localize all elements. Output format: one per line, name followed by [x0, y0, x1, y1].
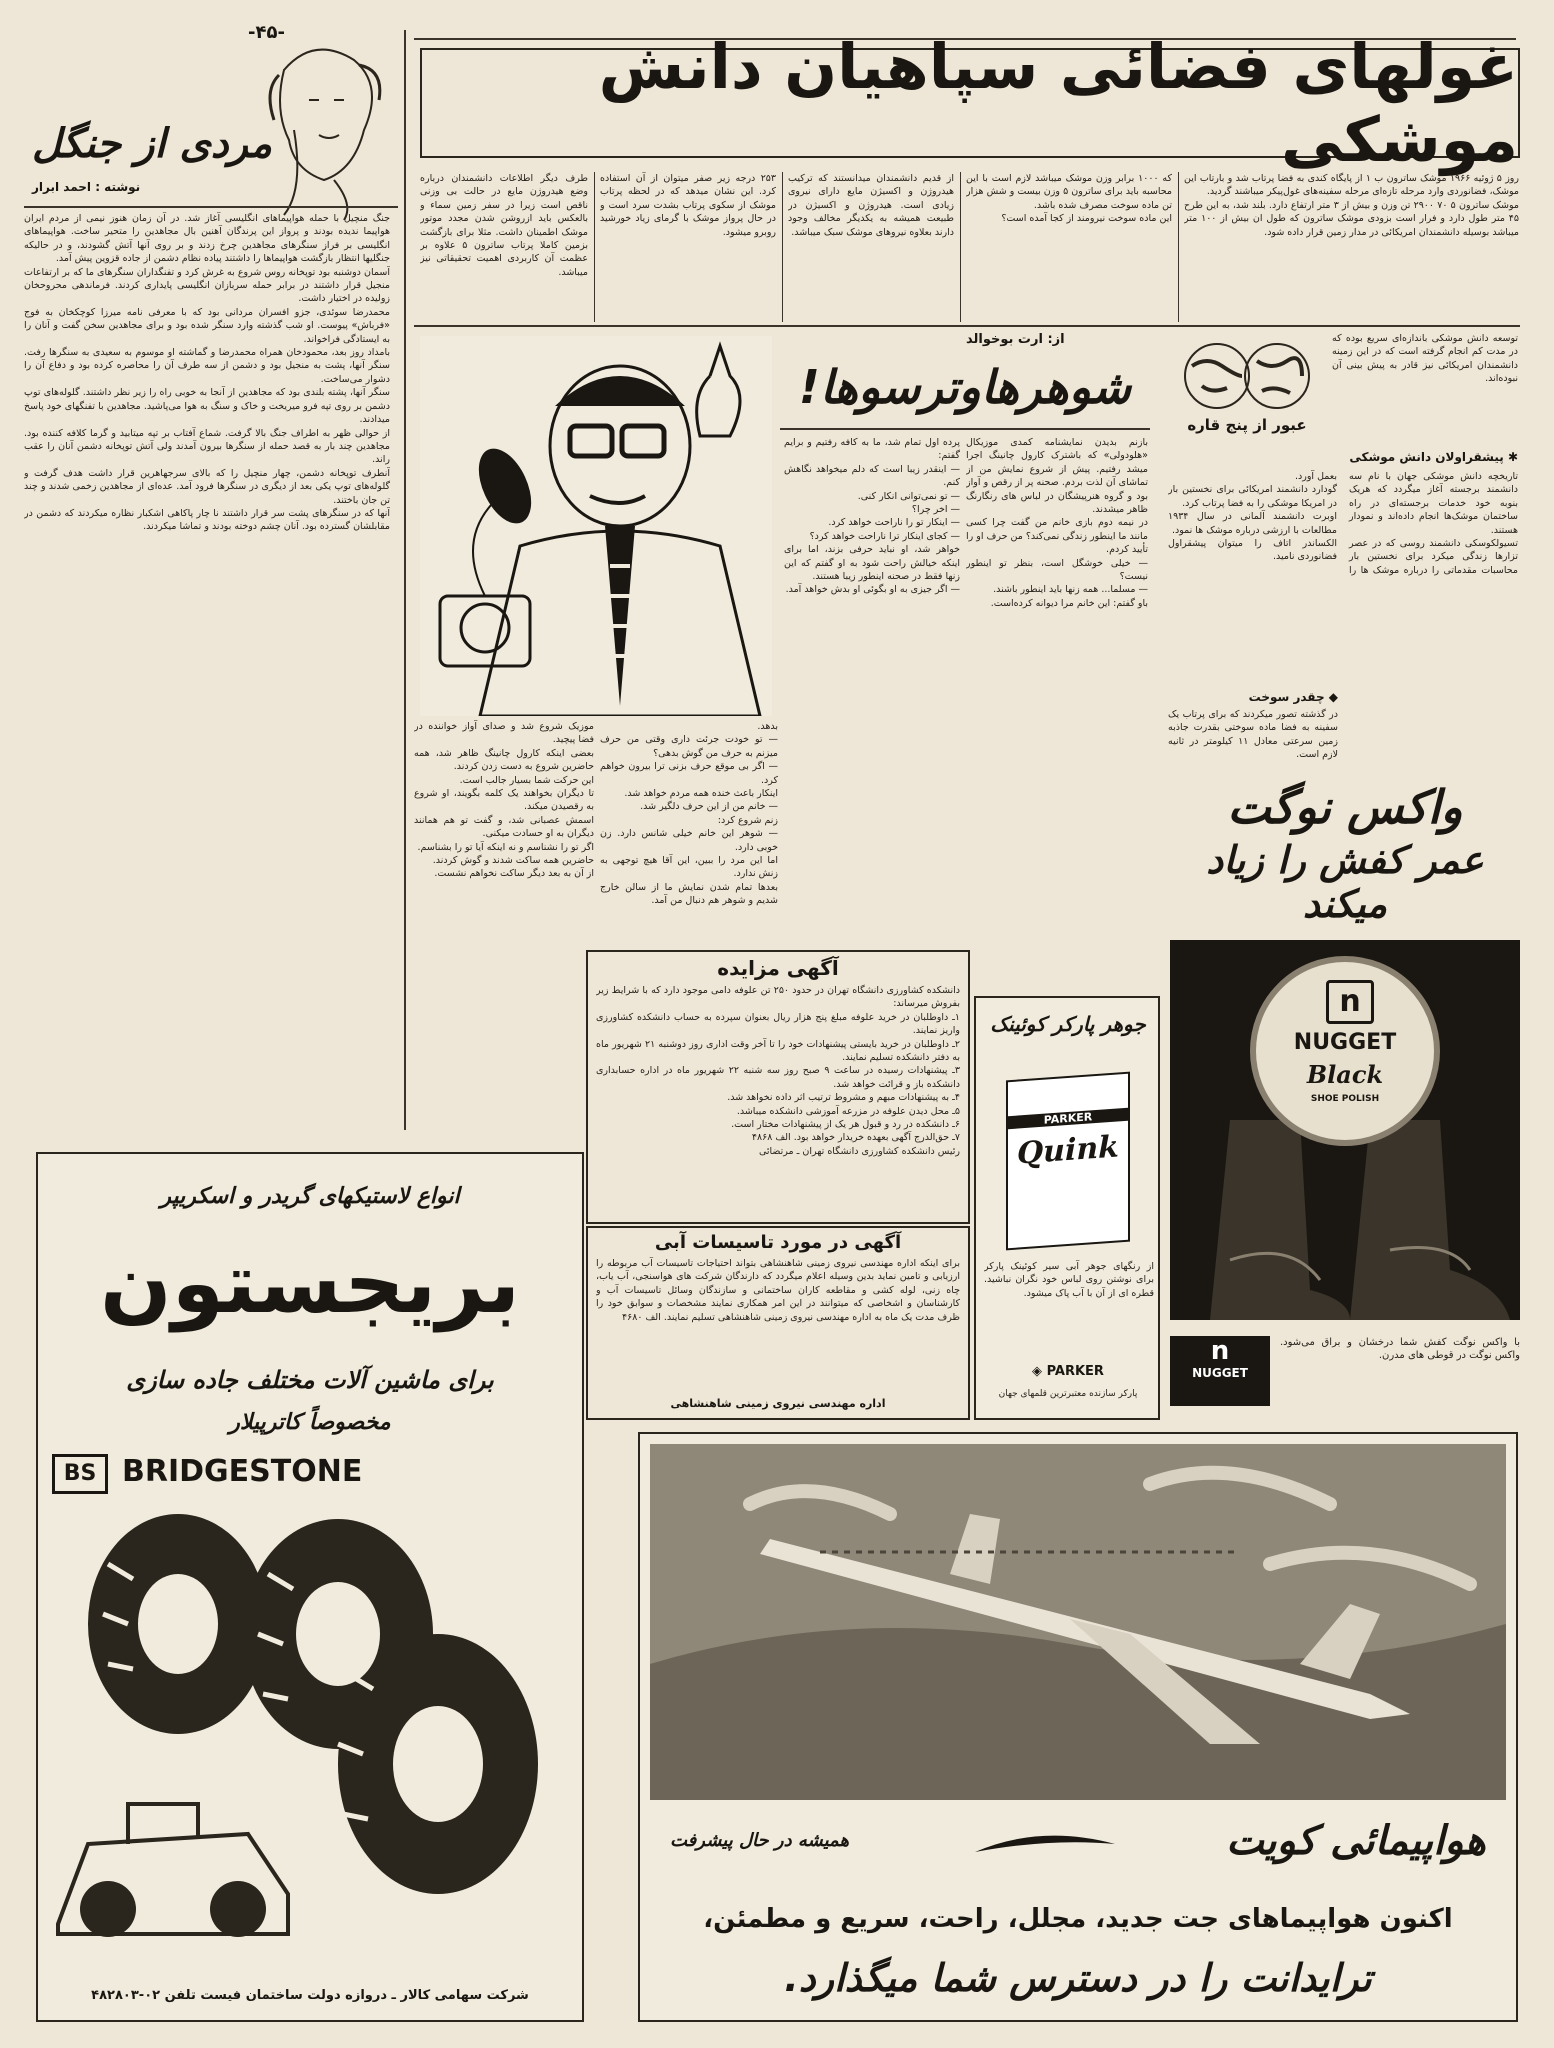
fuel-title-text: چقدر سوخت	[1248, 690, 1325, 704]
fuel-body: در گذشته تصور میکردند که برای پرتاب یک سفینه به فضا ماده سوختی بقدرت جاذبه زمین سرعتی معادل ۱۱ کیلومتر در ثانیه لازم است.	[1168, 709, 1338, 761]
nugget-tin-sub: SHOE POLISH	[1310, 1094, 1380, 1104]
nugget-footer-logo: NUGGET	[1192, 1366, 1248, 1380]
nugget-tin-variant: Black	[1306, 1060, 1384, 1089]
bird-logo-icon	[970, 1824, 1120, 1864]
auction-body: دانشکده کشاورزی دانشگاه تهران در حدود ۲۵۰ ‌تن علوفه دامی موجود دارد که با شرایط زیر بفروش میرساند: ۱ـ داوطلبان در خرید علوفه مبلغ پنج هزار ریال بعنوان سپرده به حساب دانشکده کشاورزی واریز نمایند. ۲ـ داوطلبان در خرید بایستی پیشنهادات خود را تا آخر وقت اداری روز دوشنبه ۲۱ شهریور ماه به دفتر دانشکده تسلیم نمایند. ۳ـ پیشنهادات رسیده در ساعت ۹ صبح روز سه شنبه ۲۲ شهریور ماه در اداره حسابداری دانشکده باز و قرائت خواهد شد. ۴ـ به پیشنهادات مبهم و مشروط ترتیب اثر داده نخواهد شد. ۵ـ محل دیدن علوفه در مزرعه آموزشی دانشکده میباشد. ۶ـ دانشکده در رد و قبول هر یک از پیشنهادات مختار است. ۷ـ حق‌الدرج آگهی بعهده خریدار خواهد بود. الف ۴۸۶۸ رئیس دانشکده کشاورزی دانشگاه تهران ـ مرتضائی	[596, 985, 960, 1157]
nugget-n-icon: n	[1210, 1336, 1230, 1366]
parker-footer-logo: ◈ PARKER	[1032, 1364, 1104, 1379]
col-divider	[404, 30, 406, 1130]
nugget-headline-1: واکس نوگت	[1227, 780, 1463, 834]
caricature-illustration	[420, 336, 772, 716]
humor-col-3: بدهد. — تو خودت جرئت داری وقتی من حرف میزنم به حرف من گوش بدهی؟ — اگر بی موقع حرف بزنی ترا بیرون خواهم کرد. اینکار باعث خنده همه مردم خواهد شد. — خانم من از این حرف دلگیر شد. زنم شروع کرد: — شوهر این خانم خیلی شانس دارد. زن خوبی دارد. اما این مرد را ببین، این آقا هیچ توجهی به زنش ندارد. بعدها تمام شدن نمایش ما از سالن خارج شدیم و شوهر هم دنبال من آمد.	[600, 721, 778, 907]
auction-title: آگهی مزایده	[717, 956, 839, 980]
side-article	[24, 30, 398, 1130]
rocket-col-1: روز ۵ ژوئیه ۱۹۶۶ موشک ساترون ب ۱ از پایگاه کندی به فضا پرتاب شد و بارتاب این موشک، فضانوردی وارد مرحله تازه‌ای مرحله سفینه‌های غول‌پیکر میباشند گردید. موشک ساترون ۵ ۷۰ ۲۹۰۰ تن وزن و بیش از ۳ متر ارتفاع دارد. بلند شد، به این طرح ۴۵ متر طول دارد و فرار است بزودی موشک ساترون که طول ان بیش از ۱۰۰ متر میباشد بوسیله دانشمندان امریکائی در مدار زمین قرار داده شود.	[1184, 173, 1519, 238]
pioneers-title-text: پیشقراولان دانش موشکی	[1349, 450, 1504, 464]
rocket-col-2: که ۱۰۰۰ برابر وزن موشک میباشد لازم است با این محاسبه باید برای ساترون ۵ وزن بیست و شش هزار تن ماده سوخت مصرف شده باشد. این ماده سوخت نیرومند از کجا آمده است؟	[966, 173, 1172, 225]
rocket-col-3: از قدیم دانشمندان میدانستند که ترکیب هیدروژن و اکسیژن مایع دارای نیروی زیادی است. هیدروژن و اکسیژن در طبیعت همیشه به یکدیگر مخالف وجود دارند بعلاوه نیروهای موشک سبک میباشد.	[788, 173, 954, 238]
pioneers-title: ✱ پیشقراولان دانش موشکی	[1349, 450, 1518, 464]
quink-bottle-box	[1006, 1072, 1130, 1251]
bridgestone-footer: شرکت سهامی کالار ـ دروازه دولت ساختمان فیست تلفن ۰۲-۴۸۲۸۰۳	[91, 1988, 529, 2003]
nugget-footer-logo-box	[1170, 1336, 1270, 1406]
quink-label: Quink	[1017, 1129, 1119, 1172]
nugget-tin	[1250, 956, 1440, 1146]
five-continents-logo: عبور از پنج قاره	[1187, 416, 1307, 434]
humor-col-1: بازنم بدیدن نمایشنامه کمدی موزیکال «هلودولی» که باشترک کارول چانینگ اجرا میشد رفتیم. پیش از شروع نمایش من از تماشای آن لذت بردم. صحنه پر از رقص و آواز بود و گروه هنرپیشگان در لباس های رنگارنگ ظاهر میشدند. در نیمه دوم بازی خانم من گفت چرا کسی مانند ما اینطور زندگی نمی‌کند؟ من حرف او را تأیید کردم. — خیلی خوشگل است، بنظر تو اینطور نیست؟ — مسلما... همه زنها باید اینطور باشند. باو گفتم: این خانم مرا دیوانه کرده‌است.	[966, 437, 1148, 609]
five-continents-intro: توسعه دانش موشکی باندازه‌ای سریع بوده که در مدت کم انجام گرفته است که در این زمینه دانشمندان امریکائی نیز قادر به پیش بینی آن نبوده‌اند.	[1332, 333, 1518, 385]
side-article-title: مردی از جنگل	[32, 120, 273, 167]
nugget-headline-2: عمر کفش را زیاد میکند	[1206, 838, 1484, 926]
kuwait-airways-ad	[638, 1432, 1518, 2022]
globe-icon	[1172, 336, 1322, 426]
kuwait-airline-name: هواپیمائی کویت	[1226, 1818, 1486, 1864]
bridgestone-top: انواع لاستیکهای گریدر و اسکریپر	[160, 1184, 460, 1209]
col-divider	[1178, 172, 1179, 322]
bridgestone-sub2: مخصوصاً کاترپیلار	[229, 1410, 391, 1435]
humor-col-2: پرده اول تمام شد، ما به کافه رفتیم و برایم گفتم: — اینقدر زیبا است که دلم میخواهد نگاهش کنم. — تو نمی‌توانی انکار کنی. — اخر چرا؟ — اینکار تو را ناراحت خواهد کرد. — کجای اینکار ترا ناراحت خواهد کرد؟ خواهر شد، او نباید حرفی بزند، اما برای اینکه خیالش راحت شود به او گفتم که این زنها فقط در صحنه اینطور زیبا هستند. — اگر جیزی به او بگوئی او بدش خواهد آمد.	[784, 437, 960, 596]
parker-footer: پارکر سازنده معتبرترین قلمهای جهان	[998, 1389, 1138, 1399]
humor-author: از: ارت بوخوالد	[966, 332, 1065, 347]
jet-photo	[650, 1444, 1506, 1800]
rocket-col-5: طرف دیگر اطلاعات دانشمندان درباره وضع هیدروژن مایع در حالت بی وزنی ناقص است زیرا در سفر زمین سماء و بالعکس باید ازروشن شدن مجدد موتور موشک اطمینان داشت. مثلا برای بازگشت بزمین کاملا پرتاب ساترون ۵ علاوه بر عظمت آن کاربردی اهمیت تحقیقاتی نیز میباشد.	[420, 173, 588, 278]
section-rule	[780, 428, 1150, 430]
kuwait-line-2: ترایدانت را در دسترس شما میگذارد.	[784, 1956, 1372, 2000]
nugget-n-icon: n	[1326, 980, 1374, 1024]
water-ad-signature: اداره مهندسی نیروی زمینی شاهنشاهی	[670, 1397, 886, 1410]
parker-ad	[974, 996, 1160, 1420]
parker-headline: جوهر پارکر کوئینک	[990, 1012, 1146, 1036]
section-rule	[414, 325, 1520, 327]
page-number: -۴۵-	[248, 22, 285, 43]
col-divider	[782, 172, 783, 322]
bridgestone-sub1: برای ماشین آلات مختلف جاده سازی	[126, 1366, 494, 1394]
kuwait-line-1: اکنون هواپیماهای جت جدید، مجلل، راحت، سریع و مطمئن،	[703, 1904, 1453, 1934]
bridgestone-name-fa: بریجستون	[100, 1234, 520, 1332]
parker-brand: PARKER	[1008, 1108, 1128, 1129]
kuwait-tagline: همیشه در حال پیشرفت	[670, 1830, 849, 1851]
main-headline: غولهای فضائی سپاهیان دانش موشکی	[598, 30, 1518, 176]
parker-body: از رنگهای جوهر آبی سیر کوئینک پارکر برای نوشتن روی لباس خود نگران نباشید. قطره ای از آن با آب پاک میشود.	[984, 1261, 1154, 1299]
nugget-tin-brand: NUGGET	[1293, 1030, 1397, 1055]
bs-logo: BS	[52, 1454, 108, 1494]
fuel-title: ◆ چقدر سوخت	[1248, 690, 1338, 704]
auction-notice	[586, 950, 970, 1224]
nugget-footer: با واکس نوگت کفش شما درخشان و براق می‌شود. واکس نوگت در قوطی های مدرن.	[1280, 1337, 1520, 1362]
humor-title: شوهرهاوترسوها!	[798, 360, 1132, 414]
water-ad-body: برای اینکه اداره مهندسی نیروی زمینی شاهنشاهی بتواند احتیاجات تاسیسات آب مربوطه را ارزیابی و تامین نماید بدین وسیله اعلام میگردد که دارندگان شرکت های هواسنجی، آب یاب، چاه زنی، لوله کشی و مقاطعه کاران ساختمانی و سازندگان وسائل تاسیسات آب و کارشناسان و اشخاصی که میتوانند در این امر همکاری نمایند مشخصات و سوابق خود را ظرف مدت یک ماه به اداره مهندسی نیروی زمینی شاهنشاهی تسلیم نمایند. الف ۴۶۸۰	[596, 1258, 960, 1323]
rocket-col-4: ۲۵۳ درجه زیر صفر میتوان از آن استفاده کرد. این نشان میدهد که در لحظه پرتاب موشک از سکوی پرتاب بشدت سرد است و در حال پرواز موشک با گرمای زیاد خورشید روبرو میشود.	[600, 173, 776, 238]
col-divider	[960, 172, 961, 322]
tires-illustration	[48, 1504, 568, 1944]
section-rule	[24, 206, 398, 208]
pioneers-body: تاریخچه دانش موشکی جهان با نام سه دانشمند برجسته آغاز میگردد که هریک بنوبه خود خدمات برجسته‌ای در راه ساختمان موشک‌ها انجام داده‌اند و نمودار هستند. تسیولکوسکی دانشمند روسی که در عصر تزارها زندگی میکرد برای نخستین بار محاسبات مقدماتی را درباره موشک ها را بعمل آورد. گودارد دانشمند امریکائی برای نخستین بار در امریکا موشکی را به فضا پرتاب کرد. اوبرت دانشمند آلمانی در سال ۱۹۳۴ مطالعات با ارزشی درباره موشک ها نمود. الکساندر اتاف را میتوان پیشقراول فضانوردی نامید.	[1168, 471, 1518, 576]
humor-col-4: موزیک شروع شد و صدای آواز خواننده در فضا پیچید. بعضی اینکه کارول چانینگ ظاهر شد، همه حاضرین شروع به دست زدن کردند. این حرکت شما بسیار جالب است. تا دیگران بخواهند یک کلمه بگویند، او شروع به رقصیدن میکند. اسمش عصبانی شد، و گفت تو هم همانند دیگران به او حسادت میکنی. اگر تو را نشناسم و نه اینکه آیا تو را بشناسم. حاضرین همه ساکت شدند و گوش کردند. از آن به بعد دیگر ساکت نخواهم نشست.	[414, 721, 594, 880]
side-article-body: جنگ منچیل با حمله هواپیماهای انگلیسی آغاز شد. در آن زمان هنوز نیمی از مردم ایران هواپیما ندیده بودند و پرواز این پرندگان آهنین بال مجاهدین را متحیر ساخت. هواپیماهای انگلیسی بر فراز سنگرهای مجاهدین چرخ زدند و بر روی آنها آتش گشودند، و در حالیکه جنگلیها انتظار بازگشت هواپیماها را داشتند پیاده نظام دشمن از جاده قزوین پیش آمد. آسمان دوشنبه بود توپخانه روس شروع به غرش کرد و تفنگداران سنگرهای ما که بر ارتفاعات منجیل قرار داشتند در برابر حمله سربازان انگلیسی پایداری کردند. فرماندهی محروحخان زولیده در اختیار داشت. محمدرضا سوئدی، جزو افسران مردانی بود که با معرفی نامه میرزا کوچکخان به فوج «فرباش» پیوست. او شب گذشته وارد سنگر شده بود و برای مجاهدین سخن گفت و آنان را به ایستادگی فراخواند. بامداد روز بعد، محمودخان همراه محمدرضا و گماشته او موسوم به سعیدی به سنگرها رفت. سنگر آنها، پشت به منجیل بود و دشمن از سه طرف آن را محاصره کرده بود و دفاع آن را دشوار می‌ساخت. سنگر آنها، پشته بلندی بود که مجاهدین از آنجا به خوبی راه را زیر نظر داشتند. گلوله‌های توپ دشمن بر روی تپه فرو میریخت و خاک و سنگ به هوا می‌پاشید. مجاهدین با تفنگهای خود پاسخ میدادند. از حوالی ظهر به اطراف جنگ بالا گرفت. شماع آفتاب بر تپه میتابید و گرما کلافه کننده بود. مجاهدین چند بار به قصد حمله از سنگرها بیرون آمدند ولی آتش توپخانه دشمن آنان را عقب راند. آنطرف توپخانه دشمن، چهار منچیل را که بالای سرجهاهرین قرار داشت هدف گرفت و گلوله‌های توپ یکی بعد از دیگری در سنگرها فرود آمد. عده‌ای از مجاهدین زخمی شدند و چند تن جان باختند. آنها که در سنگرهای پشت سر قرار داشتند نا چار پاکاهی اشکبار نظاره میکردند که دشمن در مقابلشان گسترده بود. آنان چشم دوخته بودند و تماشا میکردند.	[24, 213, 390, 533]
bridgestone-ad	[36, 1152, 584, 2022]
water-facilities-notice	[586, 1226, 970, 1420]
side-article-author: نوشته : احمد ابرار	[32, 180, 141, 194]
water-ad-title: آگهی در مورد تاسیسات آبی	[654, 1232, 902, 1253]
col-divider	[594, 172, 595, 322]
nugget-ad	[1170, 780, 1520, 1420]
bridgestone-name-en: BRIDGESTONE	[122, 1454, 363, 1489]
headline-box	[420, 30, 1520, 176]
